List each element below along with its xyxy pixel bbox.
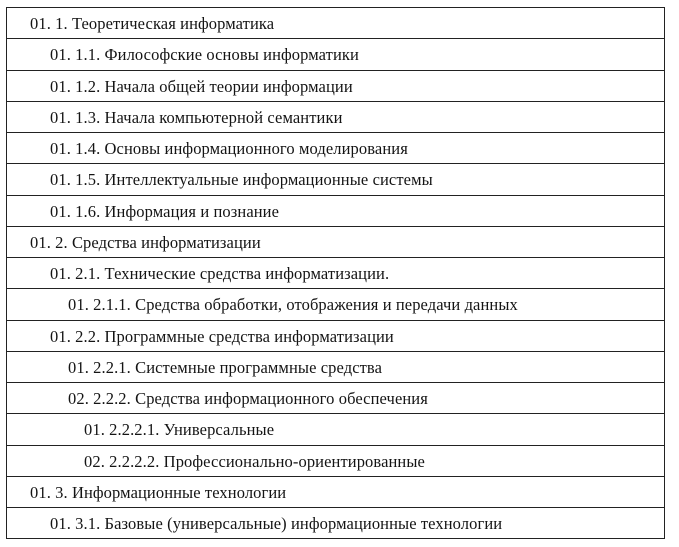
table-row	[7, 71, 664, 102]
row-text: 01. 1.1. Философские основы информатики	[50, 45, 359, 65]
row-text: 01. 1.5. Интеллектуальные информационные системы	[50, 170, 433, 190]
row-text: 01. 2.2. Программные средства информатизации	[50, 326, 394, 346]
classification-table	[6, 7, 665, 539]
table-row	[7, 196, 664, 227]
row-text: 01. 2.1.1. Средства обработки, отображения и передачи данных	[68, 295, 518, 315]
table-row	[7, 39, 664, 70]
row-text: 01. 1.4. Основы информационного моделирования	[50, 139, 408, 159]
row-text: 02. 2.2.2.2. Профессионально-ориентированные	[84, 451, 425, 471]
table-row	[7, 8, 664, 39]
table-row	[7, 164, 664, 195]
row-text: 01. 2.1. Технические средства информатизации.	[50, 264, 390, 284]
table-row	[7, 352, 664, 383]
row-text: 01. 3.1. Базовые (универсальные) информационные технологии	[50, 514, 503, 534]
table-row	[7, 321, 664, 352]
table-row	[7, 133, 664, 164]
table-row	[7, 289, 664, 320]
row-text: 01. 1. Теоретическая информатика	[30, 14, 275, 34]
row-text: 01. 2.2.2.1. Универсальные	[84, 420, 275, 440]
table-row	[7, 477, 664, 508]
row-text: 01. 3. Информационные технологии	[30, 482, 287, 502]
table-row	[7, 258, 664, 289]
table-row	[7, 508, 664, 539]
row-text: 01. 2.2.1. Системные программные средства	[68, 357, 383, 377]
row-text: 01. 2. Средства информатизации	[30, 232, 261, 252]
table-row	[7, 414, 664, 445]
table-row	[7, 383, 664, 414]
row-text: 01. 1.2. Начала общей теории информации	[50, 76, 353, 96]
row-text: 01. 1.6. Информация и познание	[50, 201, 280, 221]
row-text: 02. 2.2.2. Средства информационного обеспечения	[68, 389, 428, 409]
table-row	[7, 446, 664, 477]
table-row	[7, 102, 664, 133]
row-text: 01. 1.3. Начала компьютерной семантики	[50, 107, 343, 127]
table-row	[7, 227, 664, 258]
